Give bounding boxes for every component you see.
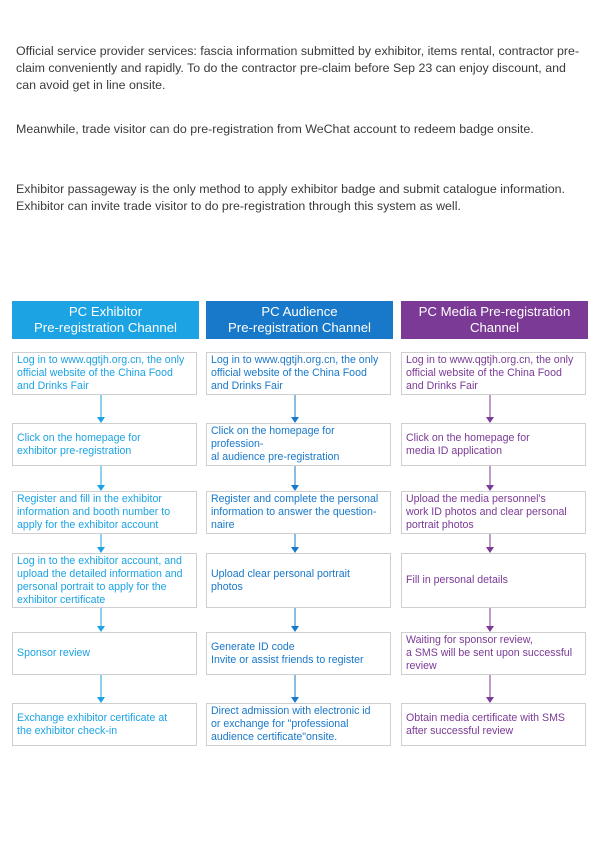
audience-step-5 [206, 632, 391, 675]
step-line: information to answer the question- [211, 506, 377, 518]
step-line: the exhibitor check-in [17, 724, 118, 737]
media-step-4 [401, 553, 586, 608]
audience-step-3 [206, 491, 391, 534]
step-line: media ID application [406, 444, 502, 457]
step-line: Invite or assist friends to register [211, 653, 364, 666]
media-step-2 [401, 423, 586, 466]
exhibitor-step-1 [12, 352, 197, 395]
audience-channel-header [206, 301, 393, 339]
audience-step-4 [206, 553, 391, 608]
step-line: Direct admission with electronic id [211, 705, 371, 717]
media-channel-header [401, 301, 588, 339]
down-arrow-icon [97, 534, 105, 553]
step-line: work ID photos and clear personal [406, 506, 567, 518]
down-arrow-icon [486, 395, 494, 423]
header-line: Channel [469, 320, 520, 335]
step-line: photos [211, 580, 243, 593]
step-line: review [406, 660, 437, 672]
step-line: Log in to www.qgtjh.org.cn, the only [17, 354, 185, 366]
intro-paragraph-service-provider: Official service provider services: fascia information submitted by exhibitor, items rental, contractor pre-claim conveniently and rapidly. To do the contractor pre-claim before Sep 23 can enjoy discount, and can avoid get in line onsite. [16, 44, 580, 92]
intro-paragraph-trade-visitor: Meanwhile, trade visitor can do pre-registration from WeChat account to redeem badge onsite. [16, 122, 534, 136]
step-line: Register and complete the personal [211, 493, 379, 505]
header-line: PC Exhibitor [68, 304, 143, 319]
header-line: PC Audience [261, 304, 338, 319]
step-line: Click on the homepage for profession- [211, 425, 335, 450]
intro-paragraph-exhibitor-passageway: Exhibitor passageway is the only method to apply exhibitor badge and submit catalogue information. Exhibitor can invite trade visitor to do pre-registration through this system as well. [16, 182, 565, 213]
down-arrow-icon [97, 675, 105, 703]
down-arrow-icon [97, 395, 105, 423]
step-line: apply for the exhibitor account [17, 519, 159, 531]
down-arrow-icon [291, 395, 299, 423]
step-line: exhibitor pre-registration [17, 444, 132, 457]
step-line: audience certificate"onsite. [211, 731, 338, 743]
step-line: official website of the China Food [211, 367, 367, 379]
exhibitor-step-2 [12, 423, 197, 466]
step-line: Log in to www.qgtjh.org.cn, the only [211, 354, 379, 366]
exhibitor-step-4 [12, 553, 197, 608]
step-line: and Drinks Fair [211, 380, 283, 392]
down-arrow-icon [291, 675, 299, 703]
step-line: official website of the China Food [17, 367, 173, 379]
audience-step-2 [206, 423, 391, 466]
down-arrow-icon [291, 608, 299, 632]
header-line: PC Media Pre-registration [418, 304, 571, 319]
step-line: Exchange exhibitor certificate at [17, 711, 168, 724]
exhibitor-step-5 [12, 632, 197, 675]
step-line: Obtain media certificate with SMS [406, 711, 565, 724]
step-line: a SMS will be sent upon successful [406, 647, 573, 659]
header-line: Pre-registration Channel [34, 320, 177, 335]
down-arrow-icon [486, 608, 494, 632]
media-step-6 [401, 703, 586, 746]
step-line: official website of the China Food [406, 367, 562, 379]
header-line: Pre-registration Channel [228, 320, 371, 335]
step-line: al audience pre-registration [211, 451, 340, 463]
down-arrow-icon [486, 466, 494, 491]
step-line: and Drinks Fair [406, 380, 478, 392]
step-line: Log in to the exhibitor account, and [17, 554, 182, 567]
step-line: Generate ID code [211, 640, 295, 653]
step-line: Sponsor review [17, 647, 91, 659]
down-arrow-icon [97, 608, 105, 632]
down-arrow-icon [97, 466, 105, 491]
step-line: after successful review [406, 724, 514, 737]
step-line: Click on the homepage for [17, 431, 141, 444]
step-line: and Drinks Fair [17, 380, 89, 392]
step-line: information and booth number to [17, 506, 171, 518]
step-line: Waiting for sponsor review, [406, 634, 533, 646]
down-arrow-icon [291, 534, 299, 553]
exhibitor-step-3 [12, 491, 197, 534]
step-line: upload the detailed information and [17, 567, 183, 580]
step-line: Upload the media personnel's [406, 493, 546, 505]
exhibitor-step-6 [12, 703, 197, 746]
exhibitor-channel-header [12, 301, 199, 339]
step-line: Log in to www.qgtjh.org.cn, the only [406, 354, 574, 366]
down-arrow-icon [486, 534, 494, 553]
step-line: personal portrait to apply for the [17, 580, 167, 593]
step-line: Register and fill in the exhibitor [17, 493, 162, 505]
step-line: naire [211, 519, 235, 531]
down-arrow-icon [486, 675, 494, 703]
media-step-1 [401, 352, 586, 395]
step-line: Fill in personal details [406, 574, 508, 586]
step-line: Upload clear personal portrait [211, 567, 350, 580]
down-arrow-icon [291, 466, 299, 491]
step-line: portrait photos [406, 519, 474, 531]
audience-step-6 [206, 703, 391, 746]
media-step-5 [401, 632, 586, 675]
audience-step-1 [206, 352, 391, 395]
step-line: Click on the homepage for [406, 431, 530, 444]
step-line: exhibitor certificate [17, 593, 106, 606]
media-step-3 [401, 491, 586, 534]
step-line: or exchange for "professional [211, 718, 349, 730]
